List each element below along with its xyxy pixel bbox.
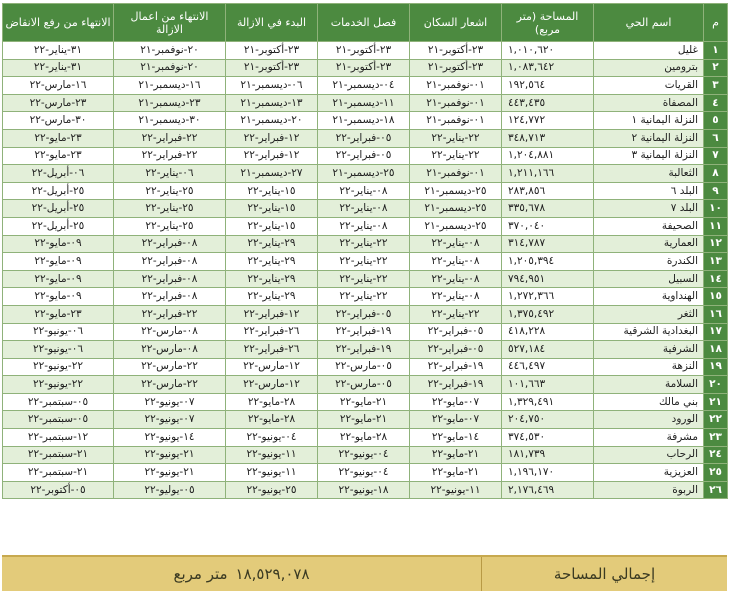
row-end-debris: ٢٢-يونيو-٢٢ [3, 376, 114, 394]
table-body [3, 42, 728, 499]
row-end-debris: ٢٥-أبريل-٢٢ [3, 217, 114, 235]
table-row [3, 182, 728, 200]
row-start: ٢٩-يناير-٢٢ [226, 253, 318, 271]
row-area: ١٠١,٦٦٣ [502, 376, 594, 394]
row-name: الربوة [594, 481, 704, 499]
row-end-debris: ٣١-يناير-٢٢ [3, 42, 114, 60]
row-name: بني مالك [594, 393, 704, 411]
row-area: ١,١٩٦,١٧٠ [502, 464, 594, 482]
row-num: ٨ [704, 165, 728, 183]
row-name: النزلة اليمانية ١ [594, 112, 704, 130]
row-notify: ٠٧-مايو-٢٢ [410, 411, 502, 429]
row-area: ٢,١٧٦,٤٦٩ [502, 481, 594, 499]
row-start: ٠٦-ديسمبر-٢١ [226, 77, 318, 95]
row-num: ١٧ [704, 323, 728, 341]
row-end-removal: ٢٣-ديسمبر-٢١ [114, 94, 226, 112]
row-num: ٢٦ [704, 481, 728, 499]
row-end-debris: ٢٣-مارس-٢٢ [3, 94, 114, 112]
table-row [3, 393, 728, 411]
row-num: ٩ [704, 182, 728, 200]
row-area: ١٨١,٧٣٩ [502, 446, 594, 464]
row-name: الثغر [594, 305, 704, 323]
row-cut: ٠٤-ديسمبر-٢١ [318, 77, 410, 95]
row-num: ٤ [704, 94, 728, 112]
row-end-removal: ٣٠-ديسمبر-٢١ [114, 112, 226, 130]
table-header [3, 4, 728, 42]
row-num: ٣ [704, 77, 728, 95]
row-cut: ٢٣-أكتوبر-٢١ [318, 42, 410, 60]
table-row [3, 481, 728, 499]
row-cut: ٠٥-مارس-٢٢ [318, 358, 410, 376]
row-notify: ٠٧-مايو-٢٢ [410, 393, 502, 411]
row-notify: ٢٥-ديسمبر-٢١ [410, 182, 502, 200]
table-row [3, 464, 728, 482]
row-start: ١١-يونيو-٢٢ [226, 464, 318, 482]
table-row [3, 411, 728, 429]
row-num: ١٩ [704, 358, 728, 376]
row-num: ١٥ [704, 288, 728, 306]
row-start: ٢٩-يناير-٢٢ [226, 235, 318, 253]
row-notify: ٠٨-يناير-٢٢ [410, 253, 502, 271]
table-row [3, 94, 728, 112]
row-notify: ٢٢-يناير-٢٢ [410, 147, 502, 165]
row-end-removal: ٢١-يونيو-٢٢ [114, 464, 226, 482]
row-cut: ٢٣-أكتوبر-٢١ [318, 59, 410, 77]
row-num: ٧ [704, 147, 728, 165]
row-end-debris: ٠٦-يونيو-٢٢ [3, 341, 114, 359]
row-end-removal: ٢٠-نوفمبر-٢١ [114, 59, 226, 77]
row-end-removal: ٢٥-يناير-٢٢ [114, 217, 226, 235]
row-area: ١,٢٧٢,٣٦٦ [502, 288, 594, 306]
row-end-debris: ٣١-يناير-٢٢ [3, 59, 114, 77]
row-start: ٢٩-يناير-٢٢ [226, 288, 318, 306]
table-row [3, 112, 728, 130]
schedule-table [2, 3, 728, 499]
row-notify: ٠١-نوفمبر-٢١ [410, 77, 502, 95]
row-area: ٢٨٣,٨٥٦ [502, 182, 594, 200]
row-name: العزيزية [594, 464, 704, 482]
row-num: ٢٣ [704, 429, 728, 447]
table-row [3, 429, 728, 447]
header-area: المساحة (متر مربع) [502, 4, 594, 42]
row-start: ٢٣-أكتوبر-٢١ [226, 59, 318, 77]
row-area: ٤٤٣,٤٣٥ [502, 94, 594, 112]
row-name: النزلة اليمانية ٢ [594, 129, 704, 147]
header-name: اسم الحي [594, 4, 704, 42]
row-end-removal: ١٦-ديسمبر-٢١ [114, 77, 226, 95]
row-start: ١٢-فبراير-٢٢ [226, 305, 318, 323]
row-end-removal: ٠٨-مارس-٢٢ [114, 341, 226, 359]
row-name: غليل [594, 42, 704, 60]
row-area: ٤١٨,٢٢٨ [502, 323, 594, 341]
row-end-removal: ٠٦-يناير-٢٢ [114, 165, 226, 183]
table-row [3, 358, 728, 376]
row-num: ٢١ [704, 393, 728, 411]
row-end-removal: ٠٨-مارس-٢٢ [114, 323, 226, 341]
table-row [3, 200, 728, 218]
row-end-removal: ٢٢-فبراير-٢٢ [114, 147, 226, 165]
row-end-removal: ٢٢-فبراير-٢٢ [114, 305, 226, 323]
row-end-debris: ٠٩-مايو-٢٢ [3, 253, 114, 271]
row-area: ٧٩٤,٩٥١ [502, 270, 594, 288]
row-name: الكندرة [594, 253, 704, 271]
row-end-debris: ٠٩-مايو-٢٢ [3, 288, 114, 306]
row-area: ١٩٢,٥٦٤ [502, 77, 594, 95]
row-start: ٢٩-يناير-٢٢ [226, 270, 318, 288]
header-cut: فصل الخدمات [318, 4, 410, 42]
row-area: ١٢٤,٧٧٢ [502, 112, 594, 130]
row-notify: ٢٣-أكتوبر-٢١ [410, 59, 502, 77]
table-row [3, 42, 728, 60]
row-start: ١٢-فبراير-٢٢ [226, 147, 318, 165]
row-name: الشرفية [594, 341, 704, 359]
row-num: ١٨ [704, 341, 728, 359]
row-num: ١٦ [704, 305, 728, 323]
row-num: ٥ [704, 112, 728, 130]
header-start: البدء في الازالة [226, 4, 318, 42]
row-start: ٢٨-مايو-٢٢ [226, 411, 318, 429]
table-row [3, 446, 728, 464]
table-row [3, 341, 728, 359]
row-start: ١٢-فبراير-٢٢ [226, 129, 318, 147]
row-start: ١١-يونيو-٢٢ [226, 446, 318, 464]
row-end-debris: ٠٥-سبتمبر-٢٢ [3, 411, 114, 429]
row-end-removal: ٠٨-فبراير-٢٢ [114, 270, 226, 288]
row-end-removal: ٠٧-يونيو-٢٢ [114, 393, 226, 411]
table-row [3, 235, 728, 253]
row-cut: ٠٨-يناير-٢٢ [318, 200, 410, 218]
row-notify: ١١-يونيو-٢٢ [410, 481, 502, 499]
header-num: م [704, 4, 728, 42]
row-area: ٣٧٠,٠٤٠ [502, 217, 594, 235]
row-cut: ٠٥-فبراير-٢٢ [318, 129, 410, 147]
row-start: ١٥-يناير-٢٢ [226, 182, 318, 200]
row-end-removal: ٠٨-فبراير-٢٢ [114, 253, 226, 271]
row-notify: ٢٢-يناير-٢٢ [410, 305, 502, 323]
total-label: إجمالي المساحة [481, 557, 727, 591]
row-name: الورود [594, 411, 704, 429]
row-name: البلد ٧ [594, 200, 704, 218]
table-row [3, 253, 728, 271]
row-end-debris: ٠٩-مايو-٢٢ [3, 270, 114, 288]
row-num: ١٠ [704, 200, 728, 218]
row-notify: ٢٢-يناير-٢٢ [410, 129, 502, 147]
row-num: ١٤ [704, 270, 728, 288]
row-end-debris: ١٦-مارس-٢٢ [3, 77, 114, 95]
row-name: مشرفة [594, 429, 704, 447]
table-row [3, 129, 728, 147]
row-area: ١,٣٢٩,٤٩١ [502, 393, 594, 411]
row-end-debris: ٢٣-مايو-٢٢ [3, 129, 114, 147]
row-name: السبيل [594, 270, 704, 288]
row-end-debris: ٢٢-يونيو-٢٢ [3, 358, 114, 376]
row-name: النزلة اليمانية ٣ [594, 147, 704, 165]
row-notify: ٠١-نوفمبر-٢١ [410, 112, 502, 130]
row-name: القريات [594, 77, 704, 95]
row-name: النزهة [594, 358, 704, 376]
row-name: البغدادية الشرقية [594, 323, 704, 341]
row-end-debris: ٢٥-أبريل-٢٢ [3, 182, 114, 200]
row-name: البلد ٦ [594, 182, 704, 200]
row-start: ١٢-مارس-٢٢ [226, 358, 318, 376]
row-name: الرحاب [594, 446, 704, 464]
row-area: ٤٤٦,٤٩٧ [502, 358, 594, 376]
row-notify: ٢٥-ديسمبر-٢١ [410, 200, 502, 218]
row-notify: ٠٨-يناير-٢٢ [410, 235, 502, 253]
row-notify: ٠١-نوفمبر-٢١ [410, 94, 502, 112]
row-start: ٢٣-أكتوبر-٢١ [226, 42, 318, 60]
row-notify: ٢٣-أكتوبر-٢١ [410, 42, 502, 60]
row-notify: ٠١-نوفمبر-٢١ [410, 165, 502, 183]
row-area: ١,٠٨٣,٦٤٢ [502, 59, 594, 77]
table-row [3, 323, 728, 341]
row-start: ٢٦-فبراير-٢٢ [226, 323, 318, 341]
row-area: ٣٧٤,٥٣٠ [502, 429, 594, 447]
table-row [3, 77, 728, 95]
row-notify: ٠٥-فبراير-٢٢ [410, 341, 502, 359]
total-value-cell [2, 557, 481, 591]
row-notify: ٢٥-ديسمبر-٢١ [410, 217, 502, 235]
row-num: ١٣ [704, 253, 728, 271]
row-cut: ٢١-مايو-٢٢ [318, 393, 410, 411]
row-start: ٢٠-ديسمبر-٢١ [226, 112, 318, 130]
row-cut: ١٨-ديسمبر-٢١ [318, 112, 410, 130]
row-cut: ٠٥-فبراير-٢٢ [318, 147, 410, 165]
row-notify: ٢١-مايو-٢٢ [410, 464, 502, 482]
row-start: ١٥-يناير-٢٢ [226, 217, 318, 235]
header-end-debris: الانتهاء من رفع الانقاض [3, 4, 114, 42]
table-row [3, 270, 728, 288]
total-unit: متر مربع [173, 565, 228, 583]
row-end-removal: ٢٥-يناير-٢٢ [114, 182, 226, 200]
row-start: ٢٧-ديسمبر-٢١ [226, 165, 318, 183]
row-cut: ١١-ديسمبر-٢١ [318, 94, 410, 112]
row-num: ٢٠ [704, 376, 728, 394]
table-row [3, 59, 728, 77]
row-area: ٥٢٧,١٨٤ [502, 341, 594, 359]
row-notify: ٠٨-يناير-٢٢ [410, 270, 502, 288]
row-notify: ٠٥-فبراير-٢٢ [410, 323, 502, 341]
row-cut: ٠٥-مارس-٢٢ [318, 376, 410, 394]
row-num: ٢٤ [704, 446, 728, 464]
row-area: ١,٢٠٥,٣٩٤ [502, 253, 594, 271]
row-num: ١٢ [704, 235, 728, 253]
total-row [2, 555, 727, 591]
row-end-removal: ٠٨-فبراير-٢٢ [114, 235, 226, 253]
row-name: الهنداوية [594, 288, 704, 306]
table-row [3, 217, 728, 235]
row-cut: ١٨-يونيو-٢٢ [318, 481, 410, 499]
row-name: المصفاة [594, 94, 704, 112]
total-value: ١٨,٥٢٩,٠٧٨ [235, 565, 310, 583]
table-row [3, 147, 728, 165]
row-cut: ٢٢-يناير-٢٢ [318, 235, 410, 253]
row-area: ٣٤٨,٧١٣ [502, 129, 594, 147]
row-cut: ١٩-فبراير-٢٢ [318, 341, 410, 359]
row-notify: ١٩-فبراير-٢٢ [410, 358, 502, 376]
row-cut: ٢٢-يناير-٢٢ [318, 253, 410, 271]
table-row [3, 165, 728, 183]
row-end-removal: ٠٨-فبراير-٢٢ [114, 288, 226, 306]
row-area: ١,٢٠٤,٨٨١ [502, 147, 594, 165]
row-notify: ٠٨-يناير-٢٢ [410, 288, 502, 306]
table-row [3, 305, 728, 323]
row-name: الثعالبة [594, 165, 704, 183]
row-start: ٠٤-يونيو-٢٢ [226, 429, 318, 447]
row-end-debris: ٠٥-سبتمبر-٢٢ [3, 393, 114, 411]
row-end-debris: ٣٠-مارس-٢٢ [3, 112, 114, 130]
header-notify: اشعار السكان [410, 4, 502, 42]
row-end-debris: ٠٩-مايو-٢٢ [3, 235, 114, 253]
row-num: ٢٥ [704, 464, 728, 482]
row-end-debris: ٠٥-أكتوبر-٢٢ [3, 481, 114, 499]
row-end-debris: ٠٦-أبريل-٢٢ [3, 165, 114, 183]
row-end-removal: ٠٥-يوليو-٢٢ [114, 481, 226, 499]
header-end-removal: الانتهاء من اعمال الازالة [114, 4, 226, 42]
row-end-removal: ١٤-يونيو-٢٢ [114, 429, 226, 447]
row-start: ٢٨-مايو-٢٢ [226, 393, 318, 411]
table-row [3, 376, 728, 394]
row-end-removal: ٢٢-مارس-٢٢ [114, 358, 226, 376]
row-end-debris: ٠٦-يونيو-٢٢ [3, 323, 114, 341]
row-area: ٣٣٥,٦٧٨ [502, 200, 594, 218]
row-cut: ٠٨-يناير-٢٢ [318, 182, 410, 200]
row-end-debris: ١٢-سبتمبر-٢٢ [3, 429, 114, 447]
row-end-debris: ٢٥-أبريل-٢٢ [3, 200, 114, 218]
row-name: العمارية [594, 235, 704, 253]
row-end-removal: ٠٧-يونيو-٢٢ [114, 411, 226, 429]
row-cut: ٢٥-ديسمبر-٢١ [318, 165, 410, 183]
row-num: ١١ [704, 217, 728, 235]
row-num: ٢٢ [704, 411, 728, 429]
row-start: ١٥-يناير-٢٢ [226, 200, 318, 218]
row-area: ١,٠١٠,٦٢٠ [502, 42, 594, 60]
row-cut: ٢١-مايو-٢٢ [318, 411, 410, 429]
row-area: ٢٠٤,٧٥٠ [502, 411, 594, 429]
row-end-debris: ٢٣-مايو-٢٢ [3, 147, 114, 165]
row-cut: ٢٢-يناير-٢٢ [318, 270, 410, 288]
row-start: ٢٦-فبراير-٢٢ [226, 341, 318, 359]
row-num: ١ [704, 42, 728, 60]
row-cut: ٠٥-فبراير-٢٢ [318, 305, 410, 323]
row-notify: ١٤-مايو-٢٢ [410, 429, 502, 447]
row-cut: ٠٤-يونيو-٢٢ [318, 446, 410, 464]
row-end-debris: ٢١-سبتمبر-٢٢ [3, 446, 114, 464]
row-cut: ٢٨-مايو-٢٢ [318, 429, 410, 447]
row-cut: ٠٤-يونيو-٢٢ [318, 464, 410, 482]
row-num: ٦ [704, 129, 728, 147]
row-end-removal: ٢٢-فبراير-٢٢ [114, 129, 226, 147]
row-end-debris: ٢١-سبتمبر-٢٢ [3, 464, 114, 482]
row-start: ٢٥-يونيو-٢٢ [226, 481, 318, 499]
row-area: ١,٣٧٥,٤٩٢ [502, 305, 594, 323]
row-start: ١٢-مارس-٢٢ [226, 376, 318, 394]
row-end-removal: ٢٠-نوفمبر-٢١ [114, 42, 226, 60]
row-cut: ٢٢-يناير-٢٢ [318, 288, 410, 306]
row-notify: ٢١-مايو-٢٢ [410, 446, 502, 464]
row-notify: ١٩-فبراير-٢٢ [410, 376, 502, 394]
row-name: الصحيفة [594, 217, 704, 235]
row-cut: ١٩-فبراير-٢٢ [318, 323, 410, 341]
row-end-removal: ٢٥-يناير-٢٢ [114, 200, 226, 218]
table-row [3, 288, 728, 306]
row-cut: ٠٨-يناير-٢٢ [318, 217, 410, 235]
row-area: ٣١٤,٧٨٧ [502, 235, 594, 253]
row-end-removal: ٢٢-مارس-٢٢ [114, 376, 226, 394]
row-num: ٢ [704, 59, 728, 77]
row-area: ١,٢١١,١٦٦ [502, 165, 594, 183]
row-start: ١٣-ديسمبر-٢١ [226, 94, 318, 112]
row-end-removal: ٢١-يونيو-٢٢ [114, 446, 226, 464]
row-name: بترومين [594, 59, 704, 77]
row-end-debris: ٢٣-مايو-٢٢ [3, 305, 114, 323]
row-name: السلامة [594, 376, 704, 394]
